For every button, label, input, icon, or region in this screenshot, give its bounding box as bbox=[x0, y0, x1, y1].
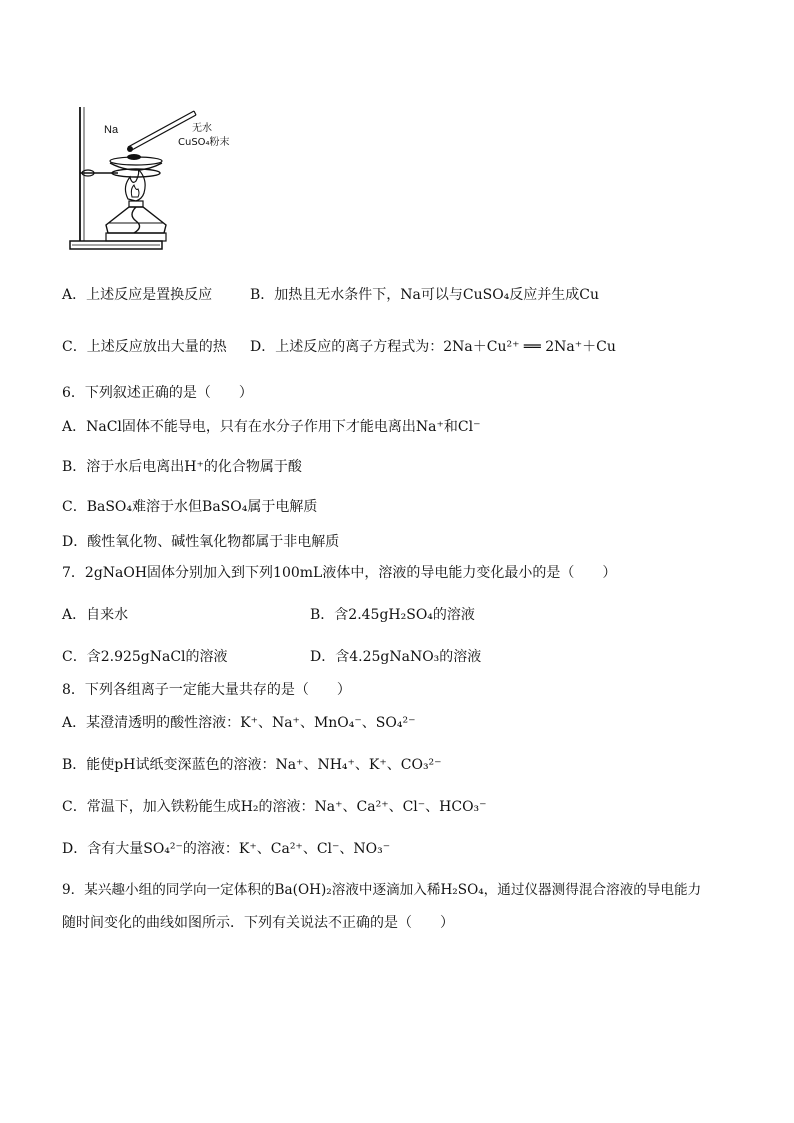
q7-stem: 7．2gNaOH固体分别加入到下列100mL液体中，溶液的导电能力变化最小的是（ ） bbox=[62, 565, 617, 581]
q8-option-c: C．常温下，加入铁粉能生成H₂的溶液：Na⁺、Ca²⁺、Cl⁻、HCO₃⁻ bbox=[62, 799, 487, 815]
q8-option-d: D．含有大量SO₄²⁻的溶液：K⁺、Ca²⁺、Cl⁻、NO₃⁻ bbox=[62, 841, 391, 857]
q7-option-d: D．含4.25gNaNO₃的溶液 bbox=[310, 649, 482, 665]
label-reagent-line1: 无水 bbox=[192, 123, 212, 134]
apparatus-diagram bbox=[62, 103, 262, 253]
q7-row-cd bbox=[62, 647, 481, 667]
q5-row-cd bbox=[62, 337, 616, 357]
label-reagent-line2: CuSO₄粉末 bbox=[178, 137, 230, 148]
q6-option-a: A．NaCl固体不能导电，只有在水分子作用下才能电离出Na⁺和Cl⁻ bbox=[62, 419, 481, 435]
q6-option-b: B．溶于水后电离出H⁺的化合物属于酸 bbox=[62, 459, 302, 475]
q5-option-a: A．上述反应是置换反应 bbox=[62, 287, 213, 303]
q7-option-c: C．含2.925gNaCl的溶液 bbox=[62, 649, 228, 665]
label-na: Na bbox=[104, 124, 119, 136]
q7-option-b: B．含2.45gH₂SO₄的溶液 bbox=[310, 607, 475, 623]
q5-option-d: D．上述反应的离子方程式为：2Na＋Cu²⁺ ══ 2Na⁺＋Cu bbox=[250, 339, 616, 355]
q6-option-c: C．BaSO₄难溶于水但BaSO₄属于电解质 bbox=[62, 499, 318, 515]
q5-option-c: C．上述反应放出大量的热 bbox=[62, 339, 227, 355]
q6-stem: 6．下列叙述正确的是（ ） bbox=[62, 385, 253, 401]
q8-option-b: B．能使pH试纸变深蓝色的溶液：Na⁺、NH₄⁺、K⁺、CO₃²⁻ bbox=[62, 757, 442, 773]
q6-option-d: D．酸性氧化物、碱性氧化物都属于非电解质 bbox=[62, 534, 340, 550]
q5-option-b: B．加热且无水条件下，Na可以与CuSO₄反应并生成Cu bbox=[250, 287, 600, 303]
q9-stem-line2: 随时间变化的曲线如图所示．下列有关说法不正确的是（ ） bbox=[62, 915, 454, 931]
q7-row-ab bbox=[62, 605, 475, 625]
apparatus-figure bbox=[62, 103, 262, 253]
q9-stem-line1: 9．某兴趣小组的同学向一定体积的Ba(OH)₂溶液中逐滴加入稀H₂SO₄，通过仪器测得混合溶液的导电能力 bbox=[62, 882, 702, 898]
q7-option-a: A．自来水 bbox=[62, 607, 129, 623]
q5-row-ab bbox=[62, 285, 599, 305]
q8-option-a: A．某澄清透明的酸性溶液：K⁺、Na⁺、MnO₄⁻、SO₄²⁻ bbox=[62, 715, 416, 731]
q8-stem: 8．下列各组离子一定能大量共存的是（ ） bbox=[62, 682, 351, 698]
